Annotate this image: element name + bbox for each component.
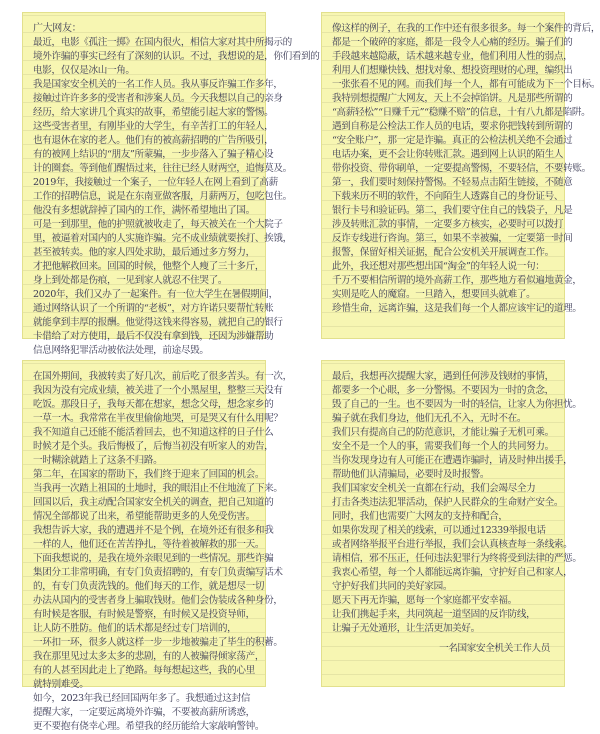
letter-page-2 <box>321 12 600 339</box>
text-line: 一时糊涂就踏上了这条不归路。 <box>33 455 163 466</box>
text-line: 涉及转账汇款的事情，一定要多方核实，必要时可以拨打 <box>332 219 564 230</box>
text-line: 在国外期间，我被转卖了好几次，前后吃了很多苦头。有一次， <box>33 371 292 382</box>
text-line: 吃饭。那段日子，我每天都在想家，想念父母，想念家乡的 <box>33 399 274 410</box>
text-line: 最近，电影《孤注一掷》在国内很火，相信大家对其中所揭示的 <box>33 37 292 48</box>
text-line: 都是一个破碎的家庭，都是一段令人心痛的经历。骗子们的 <box>332 37 573 48</box>
text-line: 当你发现身边有人可能正在遭遇诈骗时，请及时伸出援手， <box>332 455 573 466</box>
text-line: 我不知道自己还能不能活着回去，也不知道这样的日子什么 <box>33 427 274 438</box>
text-line: 报警，保留好相关证据，配合公安机关开展调查工作。 <box>332 247 554 258</box>
text-line: 有的人甚至因此走上了绝路。每每想起这些，我的心里 <box>33 665 255 676</box>
page-1-text <box>33 22 320 358</box>
text-line: 他没有多想就辞掉了国内的工作，满怀希望地出了国。 <box>33 205 255 216</box>
text-line: 电影，仅仅是冰山一角。 <box>33 65 135 76</box>
text-line: 工作的招聘信息，说是在东南亚做客服，月薪两万，包吃包住。 <box>33 191 292 202</box>
text-line: 骗子就在我们身边，他们无孔不入，无时不在。 <box>332 413 527 424</box>
text-line: 可是一到那里，他的护照就被收走了，每天被关在一个大院子 <box>33 219 283 230</box>
text-line: 境外诈骗的事实已经有了深刻的认识。不过，我想说的是，你们看到的 <box>33 51 320 62</box>
text-line: 如今，2023年我已经回国两年多了。我想通过这封信 <box>33 693 251 704</box>
text-line: 都要多一个心眼，多一分警惕。不要因为一时的贪念， <box>332 385 554 396</box>
text-line: 的，有专门负责洗钱的。他们每天的工作，就是想尽一切 <box>33 581 265 592</box>
text-line: 一样的人，他们还在苦苦挣扎，等待着被解救的那一天。 <box>33 539 265 550</box>
text-line: 让我们携起手来，共同筑起一道坚固的反诈防线， <box>332 609 536 620</box>
text-line: 同时，我们也需要广大网友的支持和配合， <box>332 511 508 522</box>
letter-signature: 一名国家安全机关工作人员 <box>439 643 550 654</box>
text-line: 遇到自称是公检法工作人员的电话，要求你把钱转到所谓的 <box>332 121 573 132</box>
letter-page-1 <box>22 12 320 356</box>
text-line: 当我再一次踏上祖国的土地时，我的眼泪止不住地流了下来。 <box>33 483 283 494</box>
text-line: “安全账户”，那一定是诈骗。真正的公检法机关绝不会通过 <box>332 135 573 146</box>
text-line: 第二年，在国家的帮助下，我们终于迎来了回国的机会。 <box>33 469 265 480</box>
text-line: 银行卡号和验证码。第二，我们要守住自己的钱袋子，凡是 <box>332 205 573 216</box>
text-line: 有的被网上结识的“朋友”所蒙骗，一步步落入了骗子精心设 <box>33 149 274 160</box>
text-line: 才把他解救回来。回国的时候，他整个人瘦了三十多斤， <box>33 261 265 272</box>
text-line: 2019年，我接触过一个案子，一位年轻人在网上看到了高薪 <box>33 177 278 188</box>
text-line: 像这样的例子，在我的工作中还有很多很多。每一个案件的背后， <box>332 23 600 34</box>
text-line: 手段越来越隐蔽，话术越来越专业，他们利用人性的弱点， <box>332 51 573 62</box>
text-line: 也有退休在家的老人。他们有的被高薪招聘的广告所吸引， <box>33 135 274 146</box>
text-line: 集团分工非常明确，有专门负责招聘的，有专门负责编写话术 <box>33 567 283 578</box>
letter-page-3 <box>22 360 292 732</box>
text-line: 回国以后，我主动配合国家安全机关的调查，把自己知道的 <box>33 497 274 508</box>
text-line: 有时候是客服，有时候是警察，有时候又是投资导师， <box>33 609 255 620</box>
text-line: 提醒大家，一定要远离境外诈骗，不要被高薪所诱惑， <box>33 707 255 718</box>
text-line: 珍惜生命，远离诈骗，这是我们每一个人都应该牢记的道理。 <box>332 303 582 314</box>
text-line: 帮助他们认清骗局，必要时及时报警。 <box>332 469 490 480</box>
text-line: 下载来历不明的软件，不向陌生人透露自己的身份证号、 <box>332 191 564 202</box>
text-line: 我们只有提高自己的防范意识，才能让骗子无机可乘。 <box>332 427 554 438</box>
text-line: 或者网络举报平台进行举报，我们会认真核查每一条线索。 <box>332 539 573 550</box>
text-line: 情况全部都说了出来，希望能帮助更多的人免受伤害。 <box>33 511 255 522</box>
text-line: 办法从国内的受害者身上骗取钱财。他们会伪装成各种身份， <box>33 595 283 606</box>
page-4-text <box>332 370 582 636</box>
text-line: 我因为没有完成业绩，被关进了一个小黑屋里，整整三天没有 <box>33 385 283 396</box>
text-line: 利用人们想赚快钱、想找对象、想投资理财的心理，编织出 <box>332 65 573 76</box>
text-line: 通过网络认识了一个所谓的“老板”，对方许诺只要帮忙转账 <box>33 303 274 314</box>
text-line: 接触过许许多多的受害者和涉案人员。今天我想以自己的亲身 <box>33 93 283 104</box>
text-line: 一张张看不见的网。而我们每一个人，都有可能成为下一个目标。 <box>332 79 600 90</box>
text-line: 让骗子无处遁形，让生活更加美好。 <box>332 623 480 634</box>
text-line: 愿天下再无诈骗，愿每一个家庭都平安幸福。 <box>332 595 517 606</box>
text-line: 甚至被转卖。他的家人四处求助，最后通过多方努力， <box>33 247 255 258</box>
text-line: 实则是吃人的魔窟。一旦踏入，想要回头就难了。 <box>332 289 536 300</box>
text-line: 我特别想提醒广大网友，天上不会掉馅饼。凡是那些所谓的 <box>332 93 573 104</box>
text-line: 请相信，邪不压正，任何违法犯罪行为终将受到法律的严惩。 <box>332 553 582 564</box>
letter-page-4 <box>321 360 582 687</box>
text-line: 打击各类违法犯罪活动，保护人民群众的生命财产安全。 <box>332 497 564 508</box>
text-line: 让人防不胜防。他们的话术都是经过专门培训的， <box>33 623 237 634</box>
text-line: 我想告诉大家，我的遭遇并不是个例，在境外还有很多和我 <box>33 525 274 536</box>
text-line: 我是国家安全机关的一名工作人员。我从事反诈骗工作多年， <box>33 79 283 90</box>
text-line: 千万不要相信所谓的境外高薪工作，那些地方看似遍地黄金， <box>332 275 582 286</box>
text-line: 这些受害者里，有刚毕业的大学生，有辛苦打工的年轻人， <box>33 121 274 132</box>
text-line: 就能拿到丰厚的报酬。他觉得这钱来得容易，就把自己的银行 <box>33 317 283 328</box>
text-line: 守护好我们共同的美好家园。 <box>332 581 453 592</box>
text-line: 广大网友： <box>33 23 82 34</box>
text-line: 时候才是个头。我后悔极了，后悔当初没有听家人的劝告， <box>33 441 274 452</box>
text-line: 我衷心希望，每一个人都能远离诈骗，守护好自己和家人， <box>332 567 573 578</box>
text-line: 电话办案，更不会让你转账汇款。遇到网上认识的陌生人 <box>332 149 564 160</box>
text-line: 身上到处都是伤痕，一见到家人就忍不住哭了。 <box>33 275 228 286</box>
text-line: 反诈专线进行咨询。第三，如果不幸被骗，一定要第一时间 <box>332 233 573 244</box>
text-line: 毁了自己的一生。也不要因为一时的轻信，让家人为你担忧。 <box>332 399 582 410</box>
text-line: 更不要抱有侥幸心理。希望我的经历能给大家敲响警钟。 <box>33 721 265 732</box>
text-line: 下面我想说的，是我在境外亲眼见到的一些情况。那些诈骗 <box>33 553 274 564</box>
text-line: 信息网络犯罪活动被依法处理，前途尽毁。 <box>33 345 209 356</box>
text-line: 带你投资、带你刷单，一定要提高警惕，不要轻信，不要转账。 <box>332 163 591 174</box>
text-line: 经历，给大家讲几个真实的故事，希望能引起大家的警惕。 <box>33 107 274 118</box>
text-line: 计的圈套。等到他们醒悟过来，往往已经人财两空，追悔莫及。 <box>33 163 292 174</box>
text-line: 我们国家安全机关一直都在行动，我们会竭尽全力 <box>332 483 536 494</box>
page-2-text <box>332 22 600 316</box>
text-line: 我在那里见过太多太多的悲剧，有的人被骗得倾家荡产， <box>33 651 265 662</box>
text-line: “高薪轻松”“日赚千元”“稳赚不赔”的信息，十有八九都是陷阱。 <box>332 107 591 118</box>
text-line: 一草一木。我常常在半夜里偷偷地哭，可是哭又有什么用呢？ <box>33 413 283 424</box>
text-line: 安全不是一个人的事，需要我们每一个人的共同努力。 <box>332 441 554 452</box>
text-line: 2020年，我们又办了一起案件。有一位大学生在暑假期间， <box>33 289 278 300</box>
text-line: 里，被逼着对国内的人实施诈骗。完不成业绩就要挨打、挨饿， <box>33 233 292 244</box>
text-line: 如果你发现了相关的线索，可以通过12339举报电话 <box>332 525 546 536</box>
text-line: 卡借给了对方使用，最后不仅没有拿到钱，还因为涉嫌帮助 <box>33 331 274 342</box>
text-line: 一环扣一环，很多人就这样一步一步地被骗走了毕生的积蓄。 <box>33 637 283 648</box>
text-line: 最后，我想再次提醒大家，遇到任何涉及钱财的事情， <box>332 371 554 382</box>
text-line: 第一，我们要时刻保持警惕。不轻易点击陌生链接，不随意 <box>332 177 573 188</box>
page-3-text <box>33 370 292 734</box>
text-line: 就特别难受。 <box>33 679 89 690</box>
text-line: 此外，我还想对那些想出国“淘金”的年轻人说一句： <box>332 261 545 272</box>
